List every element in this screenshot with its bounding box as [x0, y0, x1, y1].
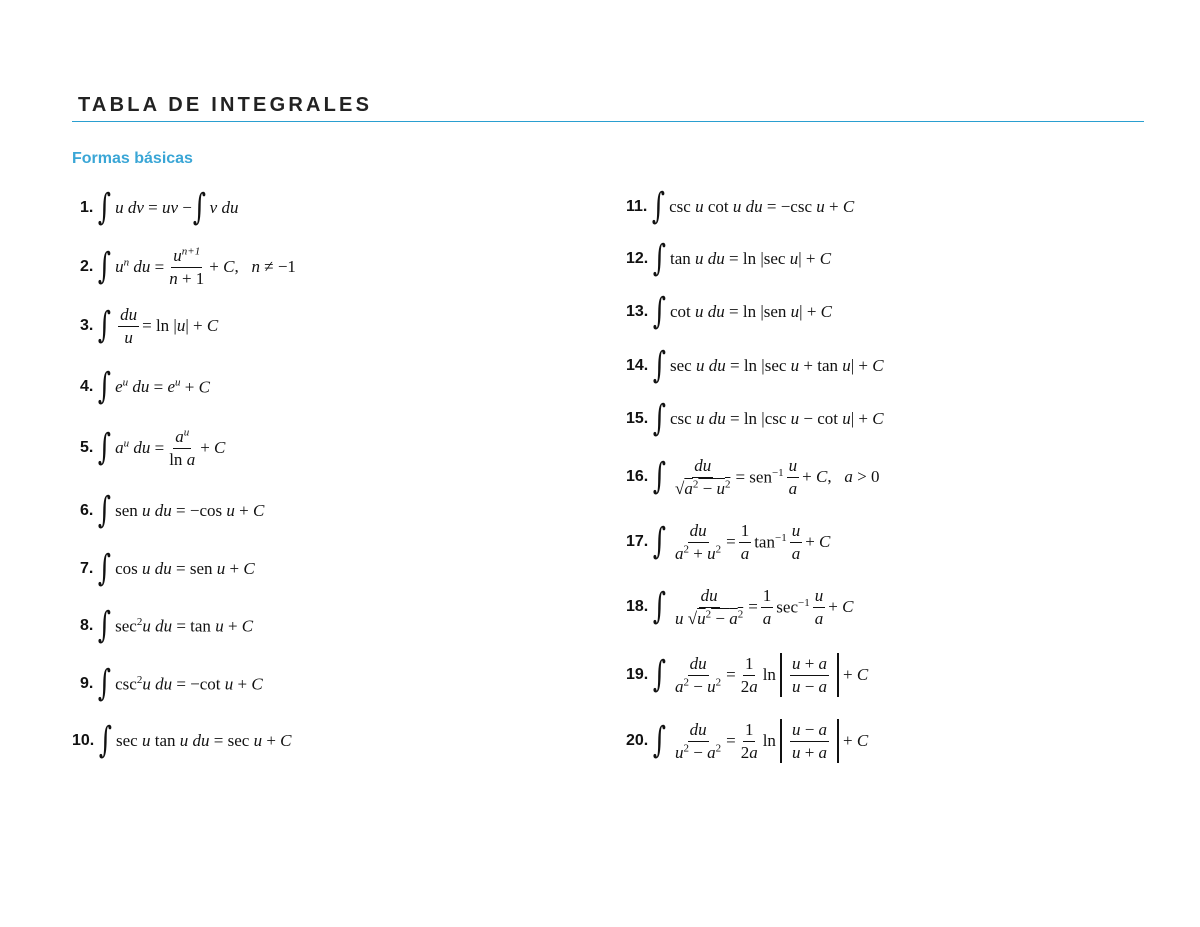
- formula-body: tan u du = ln |sec u| + C: [670, 249, 832, 268]
- formula-number: 8.: [80, 617, 94, 634]
- formula-2: [80, 237, 296, 297]
- fraction: $\frac{du}{a^2 - u^2}$: [675, 654, 722, 696]
- formula-number: 5.: [80, 439, 94, 456]
- formula-body: ln: [762, 665, 776, 684]
- formula-body: csc u cot u du = −csc u + C: [669, 197, 855, 216]
- formula-12: [626, 229, 831, 289]
- formula-body: $\sec^{-1}$: [776, 596, 810, 617]
- fraction: $\frac{1}{a}$: [762, 586, 772, 628]
- section-heading: Formas básicas: [72, 150, 193, 167]
- fraction: $\frac{1}{a}$: [740, 521, 750, 563]
- formula-body: =: [726, 532, 736, 551]
- formula-number: 18.: [626, 598, 649, 615]
- formula-body: $u^n$ du =: [115, 256, 165, 277]
- formula-10: [72, 711, 292, 771]
- fraction: $\frac{du}{√a^2 - u^2}$: [675, 456, 731, 498]
- absolute-value: $\frac{u - a}{u + a}$: [780, 719, 839, 763]
- integral-sign: ∫: [98, 305, 112, 346]
- formula-9: [80, 654, 263, 714]
- formula-number: 11.: [626, 198, 648, 215]
- formula-body: $a^u$ du =: [115, 437, 165, 458]
- integral-sign: ∫: [653, 654, 667, 695]
- formula-1: [80, 178, 238, 238]
- formula-16: [626, 447, 879, 507]
- integral-sign: ∫: [98, 663, 112, 704]
- integral-sign: ∫: [192, 187, 206, 228]
- formula-number: 9.: [80, 675, 94, 692]
- formula-20: [626, 711, 868, 771]
- formula-body: + C, a > 0: [802, 467, 880, 486]
- formula-number: 20.: [626, 732, 649, 749]
- formula-body: cos u du = sen u + C: [115, 559, 255, 578]
- formula-19: [626, 645, 868, 705]
- formula-body: + C, n ≠ −1: [209, 257, 296, 276]
- formula-18: [626, 577, 853, 637]
- formula-body: v du: [209, 198, 239, 217]
- formula-number: 14.: [626, 357, 649, 374]
- integral-sign: ∫: [652, 186, 666, 227]
- formula-body: =: [726, 665, 736, 684]
- formula-body: $\csc^2u$ du = −cot u + C: [115, 673, 263, 694]
- formula-number: 4.: [80, 378, 94, 395]
- fraction: $\frac{du}{a^2 + u^2}$: [675, 521, 722, 563]
- fraction: $\frac{u}{a}$: [791, 521, 801, 563]
- integral-sign: ∫: [98, 366, 112, 407]
- formula-3: [80, 296, 218, 356]
- formula-4: [80, 357, 210, 417]
- formula-body: sec u du = ln |sec u + tan u| + C: [670, 356, 884, 375]
- integral-sign: ∫: [99, 720, 113, 761]
- formula-body: + C: [828, 597, 854, 616]
- formula-number: 6.: [80, 502, 94, 519]
- integral-sign: ∫: [653, 345, 667, 386]
- formula-number: 16.: [626, 468, 649, 485]
- fraction: $\frac{du}{u^2 - a^2}$: [675, 720, 722, 762]
- formula-body: + C: [805, 532, 831, 551]
- formula-number: 10.: [72, 732, 95, 749]
- formula-number: 1.: [80, 199, 94, 216]
- formula-14: [626, 336, 884, 396]
- formula-17: [626, 512, 830, 572]
- formula-body: + C: [843, 731, 869, 750]
- formula-body: + C: [200, 438, 226, 457]
- formula-body: $\sec^2u$ du = tan u + C: [115, 615, 254, 636]
- formula-body: u dv = uv −: [115, 198, 192, 217]
- formula-number: 3.: [80, 317, 94, 334]
- integral-sign: ∫: [653, 521, 667, 562]
- integral-sign: ∫: [98, 548, 112, 589]
- integral-sign: ∫: [653, 586, 667, 627]
- formula-body: =: [748, 597, 758, 616]
- formula-number: 19.: [626, 666, 649, 683]
- formula-8: [80, 596, 253, 656]
- formula-body: sec u tan u du = sec u + C: [116, 731, 292, 750]
- formula-body: csc u du = ln |csc u − cot u| + C: [670, 409, 884, 428]
- page-title: TABLA DE INTEGRALES: [78, 94, 373, 116]
- integral-sign: ∫: [653, 291, 667, 332]
- formula-number: 2.: [80, 258, 94, 275]
- integral-sign: ∫: [653, 456, 667, 497]
- formula-number: 15.: [626, 410, 649, 427]
- formula-number: 7.: [80, 560, 94, 577]
- integral-sign: ∫: [653, 720, 667, 761]
- integral-sign: ∫: [653, 398, 667, 439]
- integral-sign: ∫: [98, 246, 112, 287]
- integral-sign: ∫: [98, 490, 112, 531]
- integral-sign: ∫: [653, 238, 667, 279]
- fraction: $\frac{1}{2a}$: [740, 720, 758, 762]
- integral-sign: ∫: [98, 187, 112, 228]
- formula-number: 13.: [626, 303, 649, 320]
- integral-sign: ∫: [98, 605, 112, 646]
- integral-sign: ∫: [98, 427, 112, 468]
- formula-body: $\tan^{-1}$: [754, 531, 787, 552]
- absolute-value: $\frac{u + a}{u - a}$: [780, 653, 839, 697]
- formula-body: cot u du = ln |sen u| + C: [670, 302, 833, 321]
- fraction: $\frac{a^u}{\text{ln a}}$: [169, 426, 196, 469]
- fraction: $\frac{du}{u √u^2 - a^2}$: [675, 586, 744, 628]
- formula-body: = sen$^{-1}$: [735, 466, 784, 487]
- formula-5: [80, 418, 225, 478]
- title-rule: [72, 121, 1144, 122]
- fraction: $\frac{u}{a}$: [814, 586, 824, 628]
- formula-body: + C: [843, 665, 869, 684]
- formula-6: [80, 481, 264, 541]
- formula-number: 17.: [626, 533, 649, 550]
- formula-body: ln: [762, 731, 776, 750]
- formula-15: [626, 389, 884, 449]
- fraction: $\frac{du}{u}$: [120, 305, 138, 347]
- formula-number: 12.: [626, 250, 649, 267]
- formula-11: [626, 177, 854, 237]
- formula-13: [626, 282, 832, 342]
- formula-body: =: [726, 731, 736, 750]
- fraction: $\frac{u^{n+1}}{n + 1}$: [169, 245, 205, 288]
- formula-7: [80, 539, 255, 599]
- formula-body: sen u du = −cos u + C: [115, 501, 265, 520]
- formula-body: $e^u$ du = $e^u + C$: [115, 376, 210, 397]
- fraction: $\frac{1}{2a}$: [740, 654, 758, 696]
- fraction: $\frac{u}{a}$: [788, 456, 798, 498]
- formula-body: = ln |u| + C: [142, 316, 219, 335]
